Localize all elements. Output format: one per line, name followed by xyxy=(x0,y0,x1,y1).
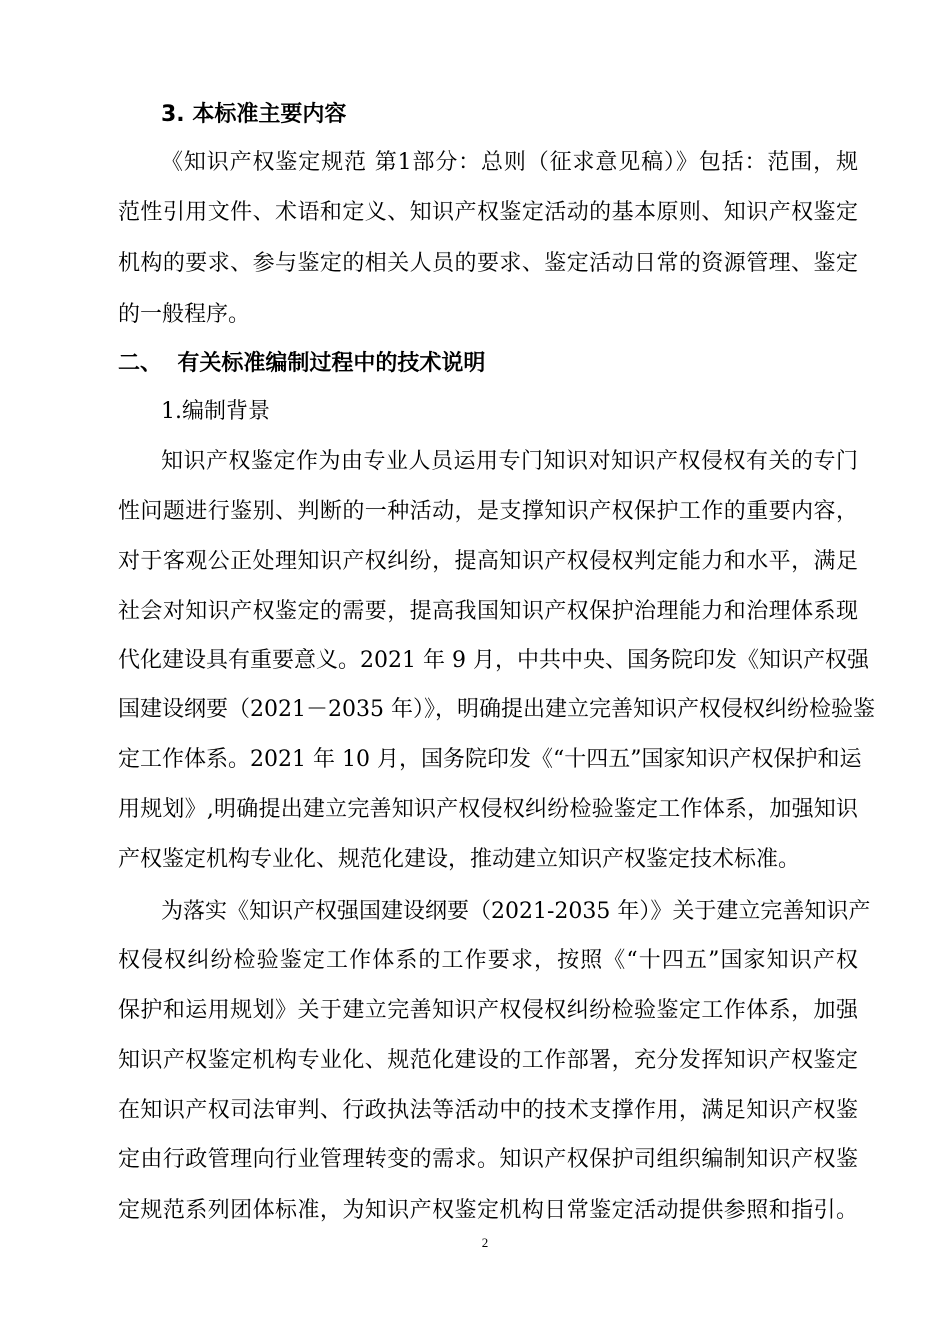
paragraph-3-line: 为落实《知识产权强国建设纲要（2021-2035 年）》关于建立完善知识产 xyxy=(161,899,871,924)
paragraph-2-line: 对于客观公正处理知识产权纠纷，提高知识产权侵权判定能力和水平，满足 xyxy=(118,549,858,574)
paragraph-2-line: 定工作体系。2021 年 10 月，国务院印发《“十四五”国家知识产权保护和运 xyxy=(118,747,862,772)
paragraph-1-line: 的一般程序。 xyxy=(118,302,251,327)
paragraph-3-line: 权侵权纠纷检验鉴定工作体系的工作要求，按照《“十四五”国家知识产权 xyxy=(118,948,858,973)
paragraph-2-line: 代化建设具有重要意义。2021 年 9 月，中共中央、国务院印发《知识产权强 xyxy=(118,648,869,673)
paragraph-2-line: 国建设纲要（2021－2035 年）》，明确提出建立完善知识产权侵权纠纷检验鉴 xyxy=(118,697,875,722)
paragraph-1-line: 机构的要求、参与鉴定的相关人员的要求、鉴定活动日常的资源管理、鉴定 xyxy=(118,251,858,276)
page-number: 2 xyxy=(481,1235,489,1250)
paragraph-3-line: 定由行政管理向行业管理转变的需求。知识产权保护司组织编制知识产权鉴 xyxy=(118,1147,858,1172)
paragraph-1-line: 《知识产权鉴定规范 第1部分：总则（征求意见稿）》包括：范围，规 xyxy=(161,150,858,175)
paragraph-2-line: 产权鉴定机构专业化、规范化建设，推动建立知识产权鉴定技术标准。 xyxy=(118,847,801,872)
section-heading-3: 3. 本标准主要内容 xyxy=(161,102,347,127)
paragraph-2-line: 知识产权鉴定作为由专业人员运用专门知识对知识产权侵权有关的专门 xyxy=(161,449,858,474)
paragraph-3-line: 知识产权鉴定机构专业化、规范化建设的工作部署，充分发挥知识产权鉴定 xyxy=(118,1048,858,1073)
paragraph-2-line: 用规划》,明确提出建立完善知识产权侵权纠纷检验鉴定工作体系，加强知识 xyxy=(118,797,858,822)
subsection-heading-1: 1.编制背景 xyxy=(161,399,270,424)
paragraph-3-line: 保护和运用规划》关于建立完善知识产权侵权纠纷检验鉴定工作体系，加强 xyxy=(118,998,858,1023)
chapter-heading-2: 二、 有关标准编制过程中的技术说明 xyxy=(118,351,486,376)
paragraph-3-line: 定规范系列团体标准，为知识产权鉴定机构日常鉴定活动提供参照和指引。 xyxy=(118,1198,858,1223)
paragraph-2-line: 社会对知识产权鉴定的需要，提高我国知识产权保护治理能力和治理体系现 xyxy=(118,599,858,624)
paragraph-1-line: 范性引用文件、术语和定义、知识产权鉴定活动的基本原则、知识产权鉴定 xyxy=(118,200,858,225)
paragraph-2-line: 性问题进行鉴别、判断的一种活动，是支撑知识产权保护工作的重要内容， xyxy=(118,499,858,524)
paragraph-3-line: 在知识产权司法审判、行政执法等活动中的技术支撑作用，满足知识产权鉴 xyxy=(118,1098,858,1123)
